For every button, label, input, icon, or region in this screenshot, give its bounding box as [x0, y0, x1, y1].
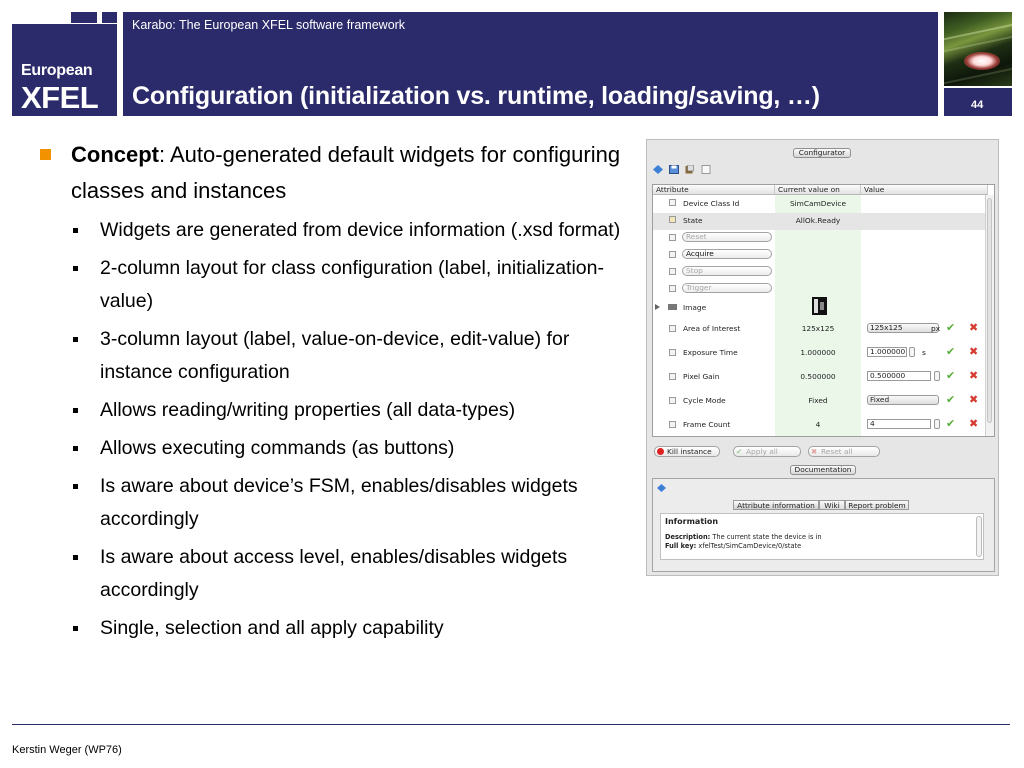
bullet-icon [73, 446, 78, 451]
column-header-value: Value [861, 185, 988, 195]
logo-text-xfel: XFEL [21, 80, 99, 115]
checkbox-icon[interactable] [701, 165, 711, 174]
fullkey-line [665, 542, 801, 550]
description-text: The current state the device is in [712, 533, 822, 541]
reset-cross-icon[interactable]: ✖ [969, 345, 979, 358]
attribute-icon [669, 199, 676, 206]
information-box [660, 513, 984, 560]
footer-divider [12, 724, 1010, 725]
apply-check-icon[interactable]: ✔ [946, 321, 956, 334]
reset-all-button[interactable] [808, 446, 880, 457]
attribute-table [652, 184, 995, 437]
image-thumbnail-icon [812, 297, 827, 315]
fullkey-text: xfelTest/SimCamDevice/0/state [698, 542, 802, 550]
device-value: 4 [815, 420, 821, 429]
attribute-label: Pixel Gain [683, 372, 720, 381]
command-icon [669, 234, 676, 241]
table-scrollbar[interactable] [985, 195, 994, 437]
page-number: 44 [971, 99, 984, 111]
stop-command-button[interactable]: Stop [682, 266, 772, 276]
cycle-mode-select[interactable]: Fixed [867, 395, 939, 405]
attribute-label: Exposure Time [683, 348, 738, 357]
bullet-icon [73, 408, 78, 413]
reset-cross-icon[interactable]: ✖ [969, 321, 979, 334]
attribute-label: Frame Count [683, 420, 731, 429]
device-value: 0.500000 [800, 372, 836, 381]
device-value: SimCamDevice [789, 199, 847, 208]
sub-bullet-text: Is aware about access level, enables/disables widgets accordingly [100, 546, 568, 601]
orange-bullet-icon [40, 149, 51, 160]
navigate-icon[interactable] [653, 165, 663, 174]
configurator-screenshot [646, 139, 999, 576]
area-select[interactable]: 125x125 [867, 323, 939, 333]
sub-bullet-text: Allows executing commands (as buttons) [100, 437, 455, 459]
reset-all-label: Reset all [821, 447, 853, 456]
scrollbar-thumb[interactable] [987, 198, 992, 423]
tab-wiki[interactable]: Wiki [819, 500, 845, 510]
frame-count-stepper[interactable] [934, 419, 940, 429]
european-xfel-logo [12, 24, 117, 116]
attribute-label: Device Class Id [683, 199, 740, 208]
bullet-icon [73, 337, 78, 342]
reset-cross-icon: ✖ [811, 447, 818, 456]
bullet-icon [73, 228, 78, 233]
apply-all-button[interactable] [733, 446, 801, 457]
open-file-icon[interactable] [685, 165, 695, 174]
attribute-icon [669, 216, 676, 223]
frame-count-input[interactable]: 4 [867, 419, 931, 429]
configurator-title-tab: Configurator [793, 148, 851, 158]
sub-bullet [38, 323, 638, 389]
bullet-list [38, 137, 638, 645]
sub-bullet-text: Allows reading/writing properties (all data-types) [100, 399, 516, 421]
sub-bullet [38, 541, 638, 607]
logo-square-1 [71, 12, 97, 23]
attribute-icon [669, 421, 676, 428]
description-line [665, 533, 822, 541]
kill-instance-label: Kill instance [667, 447, 712, 456]
reset-cross-icon[interactable]: ✖ [969, 417, 979, 430]
attribute-icon [669, 397, 676, 404]
reset-cross-icon[interactable]: ✖ [969, 393, 979, 406]
sub-bullet [38, 612, 638, 645]
bullet-icon [73, 484, 78, 489]
navigate-icon[interactable] [657, 484, 666, 492]
fullkey-label: Full key: [665, 542, 697, 550]
attribute-icon [669, 325, 676, 332]
documentation-panel [652, 478, 995, 572]
bullet-icon [73, 555, 78, 560]
sub-bullet [38, 394, 638, 427]
apply-all-label: Apply all [746, 447, 778, 456]
exposure-input[interactable]: 1.000000 [867, 347, 907, 357]
sub-bullet [38, 470, 638, 536]
footer-author: Kerstin Weger (WP76) [12, 744, 122, 756]
bullet-concept [38, 137, 638, 209]
device-value: 1.000000 [800, 348, 836, 357]
slide-subtitle: Karabo: The European XFEL software framework [132, 18, 406, 32]
reset-command-button[interactable]: Reset [682, 232, 772, 242]
apply-check-icon[interactable]: ✔ [946, 345, 956, 358]
apply-check-icon[interactable]: ✔ [946, 417, 956, 430]
bullet-icon [73, 266, 78, 271]
sub-bullet [38, 214, 638, 247]
attribute-label: State [683, 216, 703, 225]
tab-attribute-information[interactable]: Attribute information [733, 500, 819, 510]
attribute-icon [669, 373, 676, 380]
documentation-title-tab: Documentation [790, 465, 856, 475]
attribute-label: Image [683, 303, 707, 312]
sub-bullet-text: Single, selection and all apply capability [100, 617, 444, 639]
device-value: 125x125 [801, 324, 835, 333]
trigger-command-button[interactable]: Trigger [682, 283, 772, 293]
bullet-icon [73, 626, 78, 631]
unit-label: px [931, 324, 941, 333]
info-scrollbar[interactable] [976, 516, 982, 557]
device-value: Fixed [808, 396, 828, 405]
apply-check-icon[interactable]: ✔ [946, 369, 956, 382]
logo-text-european: European [21, 62, 93, 79]
apply-check-icon[interactable]: ✔ [946, 393, 956, 406]
command-icon [669, 285, 676, 292]
sub-bullet-text: Is aware about device’s FSM, enables/disables widgets accordingly [100, 475, 578, 530]
logo-square-2 [102, 12, 117, 23]
image-folder-icon [668, 304, 677, 310]
attribute-icon [669, 349, 676, 356]
kill-instance-button[interactable] [654, 446, 720, 457]
command-icon [669, 251, 676, 258]
slide-title: Configuration (initialization vs. runtime, loading/saving, …) [132, 82, 820, 110]
header-photo [944, 12, 1012, 86]
column-header-device-value: Current value on [775, 185, 861, 195]
tab-report-problem[interactable]: Report problem [845, 500, 909, 510]
save-icon[interactable] [669, 165, 679, 174]
gain-input[interactable]: 0.500000 [867, 371, 931, 381]
description-label: Description: [665, 533, 711, 541]
device-value: AllOk.Ready [795, 216, 841, 225]
unit-label: s [922, 348, 926, 357]
command-icon [669, 268, 676, 275]
expand-arrow-icon[interactable] [655, 304, 660, 310]
concept-label: Concept [71, 142, 159, 167]
gain-stepper[interactable] [934, 371, 940, 381]
column-header-attribute: Attribute [653, 185, 775, 195]
information-heading: Information [665, 517, 719, 526]
attribute-label: Area of Interest [683, 324, 741, 333]
sub-bullet [38, 432, 638, 465]
sub-bullet-text: 2-column layout for class configuration (label, initialization-value) [100, 257, 604, 312]
sub-bullet [38, 252, 638, 318]
attribute-label: Cycle Mode [683, 396, 726, 405]
header-band [123, 12, 938, 116]
sub-bullet-text: 3-column layout (label, value-on-device, edit-value) for instance configuration [100, 328, 570, 383]
page-number-box [944, 88, 1012, 116]
stop-icon [657, 448, 664, 455]
concept-text: : Auto-generated default widgets for configuring classes and instances [71, 142, 621, 203]
sub-bullet-text: Widgets are generated from device information (.xsd format) [100, 219, 621, 241]
acquire-command-button[interactable]: Acquire [682, 249, 772, 259]
exposure-stepper[interactable] [909, 347, 915, 357]
reset-cross-icon[interactable]: ✖ [969, 369, 979, 382]
apply-check-icon: ✔ [736, 447, 743, 456]
